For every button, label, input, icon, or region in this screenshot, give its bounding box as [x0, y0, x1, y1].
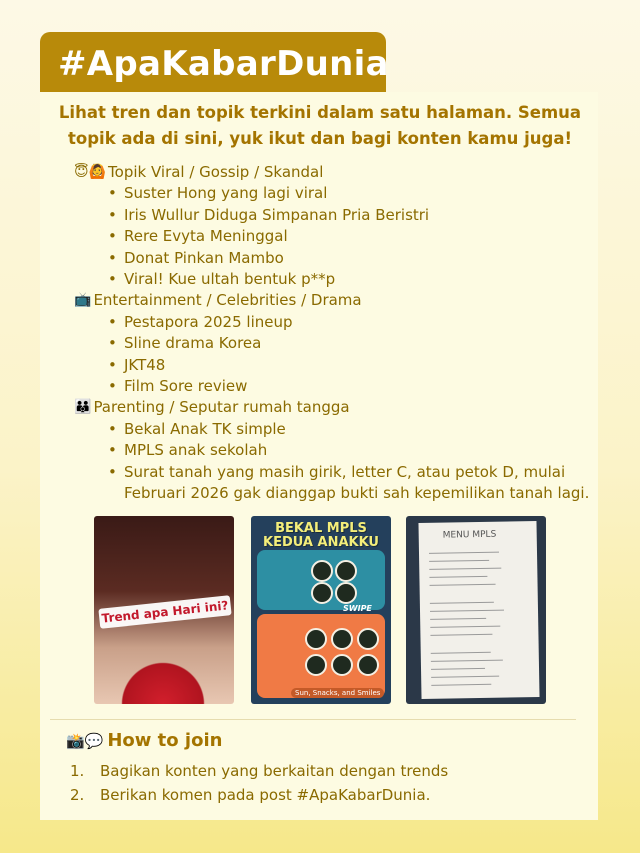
sushi-roll	[305, 654, 327, 676]
topic-item[interactable]: • Bekal Anak TK simple	[108, 419, 594, 440]
category-viral	[74, 162, 594, 183]
photo-trend[interactable]	[94, 516, 234, 704]
handwriting-line	[430, 584, 496, 586]
sushi-roll	[311, 560, 333, 582]
handwriting-line	[431, 660, 503, 662]
handwriting-line	[430, 618, 486, 620]
sushi-roll	[357, 654, 379, 676]
photo-menu[interactable]	[406, 516, 546, 704]
topic-item[interactable]: • Sline drama Korea	[108, 333, 594, 354]
topic-item[interactable]: • JKT48	[108, 355, 594, 376]
divider	[50, 719, 576, 720]
sushi-roll	[331, 654, 353, 676]
topic-item[interactable]: • MPLS anak sekolah	[108, 440, 594, 461]
category-entertainment	[74, 290, 594, 311]
topic-item[interactable]: • Film Sore review	[108, 376, 594, 397]
viral-emoji-icon: 😇🙆	[74, 164, 107, 180]
handwriting-line	[431, 684, 491, 686]
photo-caption: MENU MPLS	[442, 529, 497, 541]
red-fan-graphic	[118, 654, 208, 704]
join-title-text: How to join	[107, 730, 223, 751]
intro-text: Lihat tren dan topik terkini dalam satu halaman. Semua topik ada di sini, yuk ikut dan bagi konten kamu juga!	[58, 103, 582, 148]
topic-list	[74, 162, 594, 505]
sushi-roll	[357, 628, 379, 650]
photo-caption: Trend apa Hari ini?	[98, 595, 231, 629]
photo-bekal[interactable]	[251, 516, 391, 704]
tv-icon: 📺	[74, 292, 92, 309]
handwriting-line	[431, 652, 491, 654]
hashtag-title: #ApaKabarDunia	[40, 32, 386, 96]
parenting-items	[74, 419, 594, 505]
sushi-roll	[335, 560, 357, 582]
topic-item[interactable]: • Viral! Kue ultah bentuk p**p	[108, 269, 594, 290]
handwriting-line	[429, 576, 487, 578]
topic-item[interactable]: • Suster Hong yang lagi viral	[108, 183, 594, 204]
topic-item[interactable]: • Iris Wullur Diduga Simpanan Pria Beristri	[108, 205, 594, 226]
category-label: Entertainment / Celebrities / Drama	[93, 291, 362, 310]
photo-caption: BEKAL MPLS KEDUA ANAKKU	[263, 521, 379, 550]
how-to-join-section	[66, 730, 586, 807]
join-step: 2. Berikan komen pada post #ApaKabarDunia.	[70, 786, 431, 804]
category-label: Topik Viral / Gossip / Skandal	[108, 163, 324, 181]
family-icon: 👪	[74, 399, 92, 416]
photo-footer: Sun, Snacks, and Smiles	[291, 688, 384, 698]
sushi-roll	[331, 628, 353, 650]
swipe-badge: SWIPE	[343, 604, 372, 613]
join-step: 1. Bagikan konten yang berkaitan dengan trends	[70, 762, 449, 780]
handwriting-line	[429, 552, 499, 554]
handwriting-line	[430, 626, 500, 628]
join-steps	[66, 759, 586, 807]
category-parenting	[74, 397, 594, 418]
handwriting-line	[430, 602, 494, 604]
sushi-roll	[335, 582, 357, 604]
handwriting-line	[431, 668, 485, 670]
sushi-roll	[305, 628, 327, 650]
sushi-roll	[311, 582, 333, 604]
topic-item[interactable]: • Pestapora 2025 lineup	[108, 312, 594, 333]
category-label: Parenting / Seputar rumah tangga	[93, 398, 350, 417]
camera-speech-icon: 📸💬	[66, 731, 104, 750]
viral-items	[74, 183, 594, 290]
handwriting-line	[429, 560, 489, 562]
entertainment-items	[74, 312, 594, 398]
handwriting-line	[430, 634, 492, 636]
handwriting-line	[431, 676, 499, 678]
handwriting-line	[429, 568, 501, 570]
menu-paper	[418, 521, 539, 699]
content-card	[40, 92, 598, 820]
handwriting-line	[430, 610, 504, 612]
photo-row	[94, 516, 546, 704]
how-to-join-title	[66, 730, 586, 751]
topic-item[interactable]: • Donat Pinkan Mambo	[108, 248, 594, 269]
topic-item[interactable]: • Surat tanah yang masih girik, letter C, atau petok D, mulai Februari 2026 gak dianggap bukti sah kepemilikan tanah lagi.	[108, 462, 594, 505]
topic-item[interactable]: • Rere Evyta Meninggal	[108, 226, 594, 247]
